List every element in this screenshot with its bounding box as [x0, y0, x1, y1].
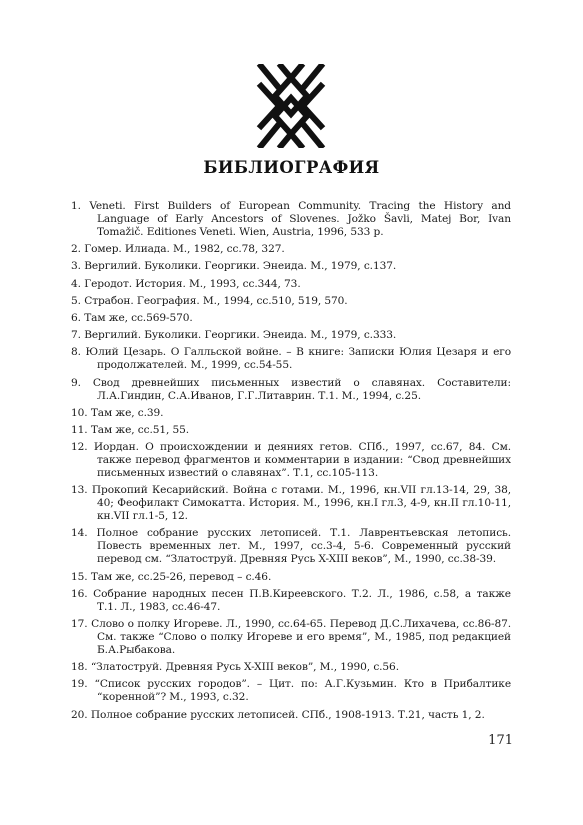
bibliography-entry [71, 329, 511, 342]
bibliography-entry [71, 484, 511, 523]
entry-text: Veneti. First Builders of European Community. Tracing the History and Language of Early Ancestors of Slovenes. Jožko Šavli, Matej Bor, Ivan Tomažič. Editiones Veneti. Wien, Austria, 1996, 533 p. [89, 200, 511, 238]
entry-text: Вергилий. Буколики. Георгики. Энеида. М., 1979, с.333. [84, 329, 397, 342]
bibliography-entry [71, 527, 511, 566]
entry-number: 13. [71, 484, 88, 497]
entry-number: 4. [71, 277, 81, 290]
entry-number: 16. [71, 587, 88, 600]
page-number: 171 [488, 733, 513, 748]
entry-number: 9. [71, 376, 81, 389]
bibliography-list [71, 200, 511, 726]
woven-lattice-ornament-icon [255, 64, 327, 148]
entry-number: 12. [71, 441, 88, 454]
entry-number: 5. [71, 294, 81, 307]
entry-text: Там же, сс.25-26, перевод – с.46. [90, 570, 272, 583]
entry-number: 11. [71, 423, 88, 436]
bibliography-entry [71, 424, 511, 437]
bibliography-entry [71, 407, 511, 420]
entry-number: 19. [71, 678, 88, 691]
bibliography-entry [71, 588, 511, 614]
entry-text: Гомер. Илиада. М., 1982, сс.78, 327. [84, 243, 285, 256]
entry-number: 14. [71, 527, 88, 540]
bibliography-entry [71, 678, 511, 704]
entry-text: Полное собрание русских летописей. Т.1. Лаврентьевская летопись. Повесть временных лет. М., 1997, сс.3-4, 5-6. Современный русский перевод см. “Златоструй. Древняя Русь X-XIII веков”, М., 1990, сс.38-39. [96, 527, 511, 566]
bibliography-entry [71, 295, 511, 308]
entry-number: 20. [71, 708, 88, 721]
entry-text: Свод древнейших письменных известий о славянах. Составители: Л.А.Гиндин, С.А.Иванов, Г.Г.Литаврин. Т.1. М., 1994, с.25. [92, 376, 511, 402]
entry-text: Там же, с.39. [90, 406, 164, 419]
entry-number: 10. [71, 406, 88, 419]
entry-text: Собрание народных песен П.В.Киреевского. Т.2. Л., 1986, с.58, а также Т.1. Л., 1983, сс.46-47. [93, 587, 511, 613]
entry-text: Там же, сс.51, 55. [90, 423, 190, 436]
bibliography-entry [71, 243, 511, 256]
entry-number: 17. [71, 618, 88, 630]
page-title: БИБЛИОГРАФИЯ [203, 158, 380, 177]
entry-text: “Златоструй. Древняя Русь X-XIII веков”, М., 1990, с.56. [90, 661, 399, 674]
entry-text: Страбон. География. М., 1994, сс.510, 519, 570. [84, 294, 348, 307]
entry-number: 1. [71, 200, 81, 212]
bibliography-entry [71, 709, 511, 722]
bibliography-entry [71, 441, 511, 480]
entry-text: Слово о полку Игореве. Л., 1990, сс.64-65. Перевод Д.С.Лихачева, сс.86-87. См. также “Слово о полку Игореве и его время”, М., 1985, под редакцией Б.А.Рыбакова. [91, 618, 511, 656]
entry-number: 15. [71, 570, 88, 583]
entry-text: Полное собрание русских летописей. СПб., 1908-1913. Т.21, часть 1, 2. [90, 708, 485, 721]
entry-text: Геродот. История. М., 1993, сс.344, 73. [84, 277, 301, 290]
entry-number: 8. [71, 346, 81, 359]
entry-text: “Список русских городов”. – Цит. по: А.Г.Кузьмин. Кто в Прибалтике “коренной”? М., 1993, с.32. [94, 678, 511, 704]
bibliography-entry [71, 312, 511, 325]
entry-text: Вергилий. Буколики. Георгики. Энеида. М., 1979, с.137. [84, 260, 397, 273]
bibliography-entry [71, 661, 511, 674]
entry-number: 3. [71, 260, 81, 273]
entry-text: Юлий Цезарь. О Галльской войне. – В книге: Записки Юлия Цезаря и его продолжателей. М., 1999, сс.54-55. [85, 346, 511, 372]
entry-number: 18. [71, 661, 88, 674]
bibliography-entry [71, 278, 511, 291]
entry-number: 2. [71, 243, 81, 256]
entry-text: Иордан. О происхождении и деяниях гетов. СПб., 1997, сс.67, 84. См. также перевод фрагментов и комментарии в издании: “Свод древнейших письменных известий о славянах”. Т.1, сс.105-113. [93, 441, 511, 480]
bibliography-entry [71, 200, 511, 239]
entry-number: 7. [71, 329, 81, 342]
bibliography-entry [71, 377, 511, 403]
bibliography-entry [71, 260, 511, 273]
bibliography-entry [71, 571, 511, 584]
entry-text: Там же, сс.569-570. [84, 311, 193, 324]
entry-text: Прокопий Кесарийский. Война с готами. М., 1996, кн.VII гл.13-14, 29, 38, 40; Феофилакт Симокатта. История. М., 1996, кн.I гл.3, 4-9, кн.II гл.10-11, кн.VII гл.1-5, 12. [91, 484, 511, 523]
bibliography-entry [71, 618, 511, 657]
entry-number: 6. [71, 311, 81, 324]
bibliography-entry [71, 346, 511, 372]
